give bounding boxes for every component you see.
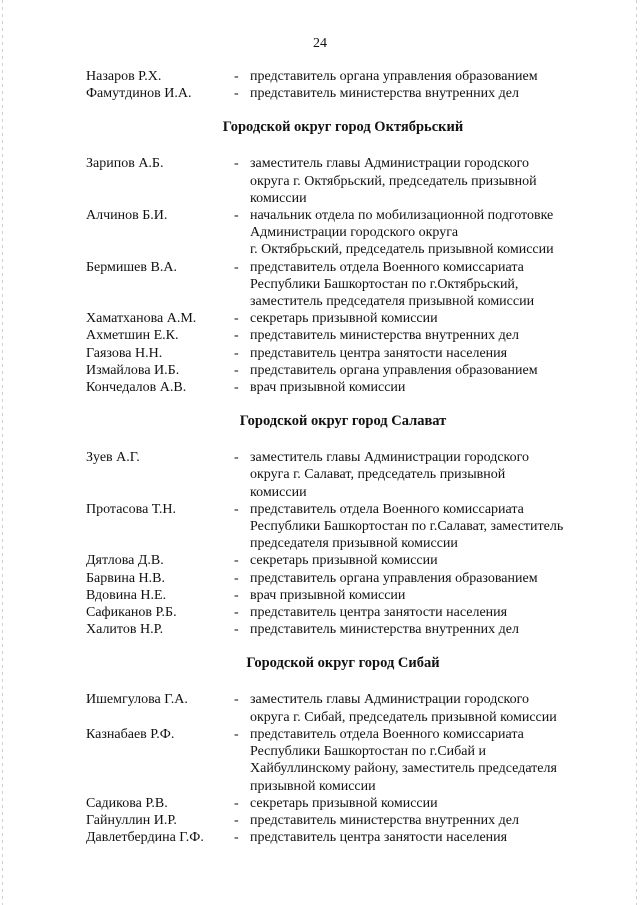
member-role: [250, 449, 616, 501]
scan-right-edge: [636, 0, 637, 905]
member-row: [86, 621, 616, 638]
member-name: Зуев А.Г.: [86, 450, 140, 466]
member-row: [86, 691, 616, 725]
member-row: [86, 501, 616, 553]
member-name: Казнабаев Р.Ф.: [86, 726, 175, 742]
member-role: [250, 379, 616, 396]
dash-separator: -: [234, 605, 239, 621]
role-line: Республики Башкортостан по г.Октябрьский,: [250, 276, 519, 292]
member-row: [86, 726, 616, 795]
role-line: представитель центра занятости населения: [250, 605, 508, 621]
member-row: [86, 310, 616, 327]
member-name: Давлетбердина Г.Ф.: [86, 830, 204, 846]
role-line: Хайбуллинскому району, заместитель председателя: [250, 761, 557, 777]
role-line: врач призывной комиссии: [250, 587, 406, 603]
dash-separator: -: [234, 380, 239, 396]
member-role: [250, 207, 616, 259]
member-name: Измайлова И.Б.: [86, 362, 180, 378]
member-row: [86, 85, 616, 102]
section-spacer: [86, 136, 616, 155]
dash-separator: -: [234, 86, 239, 102]
member-row: [86, 207, 616, 259]
dash-separator: -: [234, 587, 239, 603]
role-line: представитель отдела Военного комиссариата: [250, 259, 524, 275]
section-spacer: [86, 102, 616, 119]
role-line: председателя призывной комиссии: [250, 536, 458, 552]
dash-separator: -: [234, 259, 239, 275]
dash-separator: -: [234, 328, 239, 344]
member-role: [250, 362, 616, 379]
role-line: комиссии: [250, 484, 307, 500]
dash-separator: -: [234, 795, 239, 811]
role-line: заместитель главы Администрации городского: [250, 450, 530, 466]
member-name: Алчинов Б.И.: [86, 208, 168, 224]
member-name: Сафиканов Р.Б.: [86, 605, 177, 621]
member-name: Ахметшин Е.К.: [86, 328, 179, 344]
member-name: Хаматханова А.М.: [86, 311, 197, 327]
member-name: Фамутдинов И.А.: [86, 86, 192, 102]
scan-left-edge: [2, 0, 3, 905]
role-line: представитель органа управления образованием: [250, 69, 538, 84]
member-row: [86, 68, 616, 85]
section-heading: Городской округ город Сибай: [246, 655, 440, 672]
member-row: [86, 327, 616, 344]
dash-separator: -: [234, 726, 239, 742]
member-row: [86, 379, 616, 396]
role-line: представитель органа управления образованием: [250, 570, 538, 586]
member-name: Бермишев В.А.: [86, 259, 177, 275]
dash-separator: -: [234, 69, 239, 84]
member-role: [250, 259, 616, 311]
member-row: [86, 449, 616, 501]
member-row: [86, 795, 616, 812]
role-line: округа г. Октябрьский, председатель призывной: [250, 173, 537, 189]
dash-separator: -: [234, 345, 239, 361]
member-name: Кончедалов А.В.: [86, 380, 187, 396]
dash-separator: -: [234, 622, 239, 638]
member-role: [250, 587, 616, 604]
role-line: представитель центра занятости населения: [250, 830, 508, 846]
dash-separator: -: [234, 311, 239, 327]
role-line: заместитель главы Администрации городского: [250, 156, 530, 172]
member-name: Гайнуллин И.Р.: [86, 812, 177, 828]
member-row: [86, 155, 616, 207]
member-role: [250, 691, 616, 725]
role-line: заместитель главы Администрации городского: [250, 692, 530, 708]
member-name: Зарипов А.Б.: [86, 156, 164, 172]
member-role: [250, 795, 616, 812]
dash-separator: -: [234, 450, 239, 466]
dash-separator: -: [234, 156, 239, 172]
dash-separator: -: [234, 830, 239, 846]
page-number: 24: [313, 36, 327, 51]
role-line: представитель министерства внутренних дел: [250, 328, 519, 344]
section-heading: Городской округ город Салават: [239, 413, 447, 430]
role-line: округа г. Сибай, председатель призывной комиссии: [250, 709, 557, 725]
role-line: секретарь призывной комиссии: [250, 311, 438, 327]
member-name: Халитов Н.Р.: [86, 622, 164, 638]
member-role: [250, 812, 616, 829]
member-row: [86, 604, 616, 621]
member-role: [250, 327, 616, 344]
role-line: представитель министерства внутренних дел: [250, 86, 519, 102]
member-name: Вдовина Н.Е.: [86, 587, 167, 603]
member-role: [250, 345, 616, 362]
member-role: [250, 85, 616, 102]
role-line: заместитель председателя призывной комиссии: [250, 294, 535, 310]
section-spacer: [86, 396, 616, 413]
role-line: представитель отдела Военного комиссариата: [250, 726, 524, 742]
member-row: [86, 345, 616, 362]
member-role: [250, 829, 616, 846]
dash-separator: -: [234, 501, 239, 517]
role-line: Республики Башкортостан по г.Салават, заместитель: [250, 519, 564, 535]
member-role: [250, 726, 616, 795]
member-name: Назаров Р.Х.: [86, 69, 162, 84]
role-line: представитель министерства внутренних дел: [250, 812, 519, 828]
role-line: представитель органа управления образованием: [250, 362, 538, 378]
role-line: округа г. Салават, председатель призывной: [250, 467, 506, 483]
member-role: [250, 155, 616, 207]
member-name: Протасова Т.Н.: [86, 501, 177, 517]
member-row: [86, 552, 616, 569]
dash-separator: -: [234, 362, 239, 378]
dash-separator: -: [234, 553, 239, 569]
member-role: [250, 501, 616, 553]
member-role: [250, 570, 616, 587]
role-line: представитель центра занятости населения: [250, 345, 508, 361]
member-name: Барвина Н.В.: [86, 570, 166, 586]
role-line: секретарь призывной комиссии: [250, 553, 438, 569]
member-role: [250, 68, 616, 85]
role-line: представитель отдела Военного комиссариата: [250, 501, 524, 517]
dash-separator: -: [234, 570, 239, 586]
role-line: призывной комиссии: [250, 778, 376, 794]
member-role: [250, 604, 616, 621]
section-spacer: [86, 638, 616, 655]
role-line: представитель министерства внутренних дел: [250, 622, 519, 638]
dash-separator: -: [234, 692, 239, 708]
member-row: [86, 812, 616, 829]
document-body: [86, 68, 616, 846]
role-line: Республики Башкортостан по г.Сибай и: [250, 744, 486, 760]
member-role: [250, 621, 616, 638]
role-line: комиссии: [250, 190, 307, 206]
section-heading: Городской округ город Октябрьский: [222, 119, 464, 136]
member-role: [250, 552, 616, 569]
role-line: секретарь призывной комиссии: [250, 795, 438, 811]
member-row: [86, 570, 616, 587]
member-row: [86, 829, 616, 846]
member-row: [86, 362, 616, 379]
dash-separator: -: [234, 208, 239, 224]
member-row: [86, 587, 616, 604]
section-spacer: [86, 430, 616, 449]
member-role: [250, 310, 616, 327]
role-line: врач призывной комиссии: [250, 380, 406, 396]
member-name: Садикова Р.В.: [86, 795, 168, 811]
member-name: Гаязова Н.Н.: [86, 345, 163, 361]
role-line: г. Октябрьский, председатель призывной комиссии: [250, 242, 554, 258]
member-name: Ишемгулова Г.А.: [86, 692, 188, 708]
member-row: [86, 259, 616, 311]
section-spacer: [86, 672, 616, 691]
member-name: Дятлова Д.В.: [86, 553, 164, 569]
role-line: начальник отдела по мобилизационной подготовке: [250, 208, 554, 224]
role-line: Администрации городского округа: [250, 225, 459, 241]
dash-separator: -: [234, 812, 239, 828]
